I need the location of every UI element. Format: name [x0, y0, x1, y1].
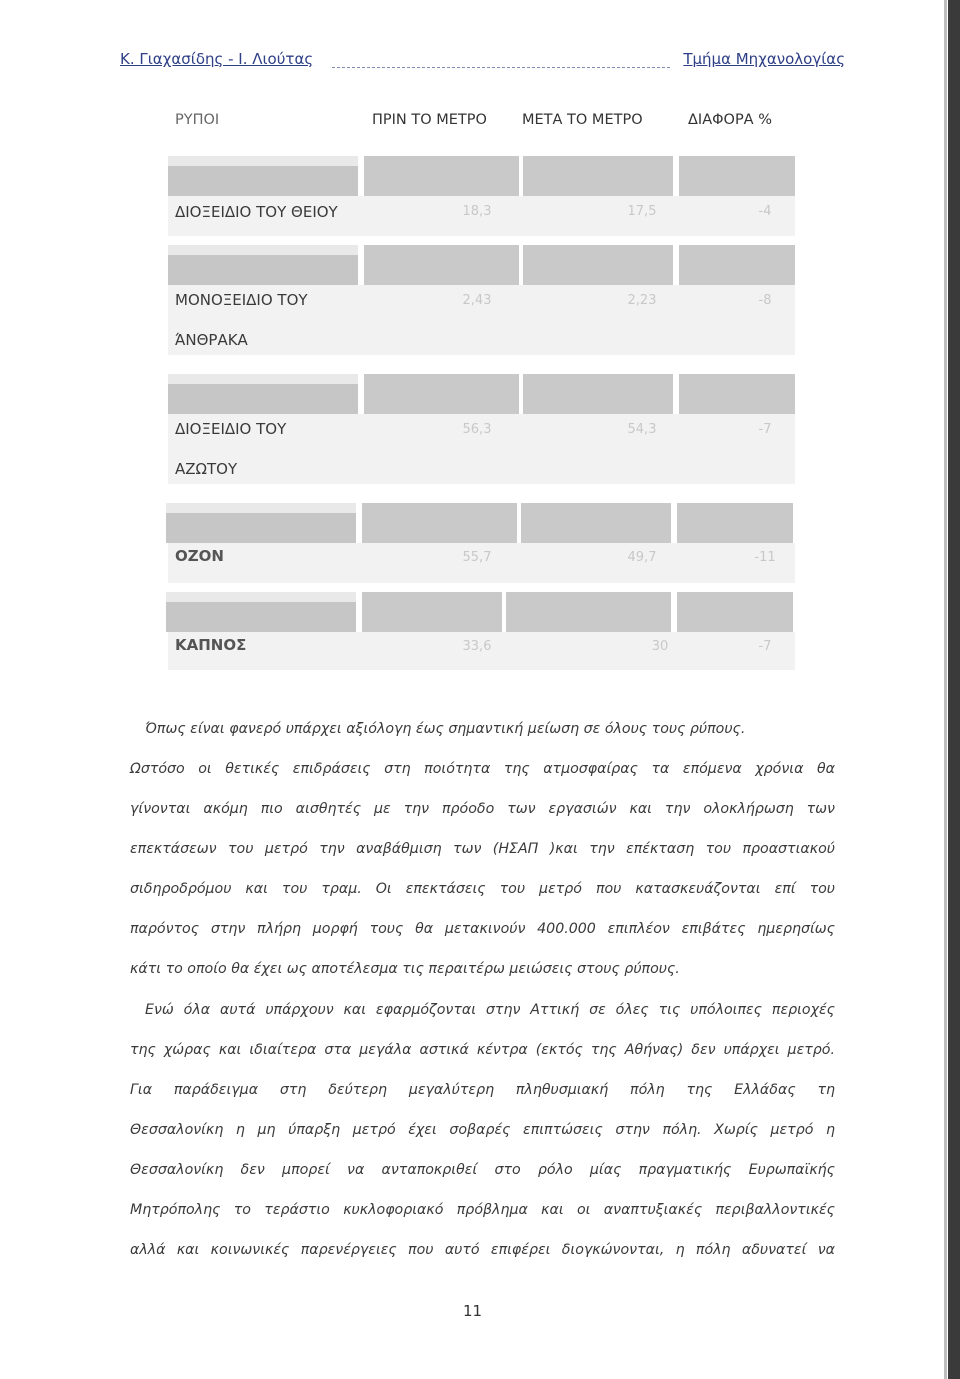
column-header-pollutants: ΡΥΠΟΙ	[175, 112, 220, 128]
table-cell-difference: -7	[758, 422, 772, 437]
table-row-label: ΜΟΝΟΞΕΙΔΙΟ ΤΟΥ	[175, 291, 308, 309]
table-cell-difference: -8	[758, 293, 772, 308]
body-paragraph-1	[130, 709, 835, 989]
table-cell-before: 33,6	[462, 639, 492, 654]
table-row-band	[166, 503, 793, 543]
table-cell-difference: -7	[758, 639, 772, 654]
page-number: 11	[463, 1302, 483, 1320]
column-header-difference: ΔΙΑΦΟΡΑ %	[688, 112, 772, 128]
paragraph-line: Ενώ όλα αυτά υπάρχουν και εφαρμόζονται στην Αττική σε όλες τις υπόλοιπες περιοχές	[145, 1002, 835, 1018]
table-row-label: ΚΑΠΝΟΣ	[175, 636, 247, 654]
table-row-label-line2: ΑΖΩΤΟΥ	[175, 460, 238, 478]
paragraph-line: Όπως είναι φανερό υπάρχει αξιόλογη έως σημαντική μείωση σε όλους τους ρύπους.	[145, 721, 746, 737]
paragraph-line: Για παράδειγμα στη δεύτερη μεγαλύτερη πληθυσμιακή πόλη της Ελλάδας τη	[130, 1082, 835, 1098]
table-row-label: ΔΙΟΞΕΙΔΙΟ ΤΟΥ	[175, 420, 287, 438]
table-cell-difference: -11	[754, 550, 776, 565]
paragraph-line: Θεσσαλονίκη η μη ύπαρξη μετρό έχει σοβαρές επιπτώσεις στην πόλη. Χωρίς μετρό η	[130, 1122, 835, 1138]
table-row-band	[168, 245, 795, 285]
table-cell-before: 55,7	[462, 550, 492, 565]
paragraph-line: Θεσσαλονίκη δεν μπορεί να ανταποκριθεί στο ρόλο μίας πραγματικής Ευρωπαϊκής	[130, 1162, 835, 1178]
header-rule	[332, 67, 670, 68]
paragraph-line: Μητρόπολης το τεράστιο κυκλοφοριακό πρόβλημα και οι αναπτυξιακές περιβαλλοντικές	[130, 1202, 835, 1218]
paragraph-line: Ωστόσο οι θετικές επιδράσεις στη ποιότητα της ατμοσφαίρας τα επόμενα χρόνια θα	[130, 761, 835, 777]
paragraph-line: αλλά και κοινωνικές παρενέργειες που αυτό επιφέρει διογκώνονται, η πόλη αδυνατεί να	[130, 1242, 835, 1258]
paragraph-line: κάτι το οποίο θα έχει ως αποτέλεσμα τις περαιτέρω μειώσεις στους ρύπους.	[130, 961, 680, 977]
paragraph-line: επεκτάσεων του μετρό την αναβάθμιση των (ΗΣΑΠ )και την επέκταση του προαστιακού	[130, 841, 835, 857]
scan-edge-shadow	[944, 0, 947, 1379]
table-cell-before: 2,43	[462, 293, 492, 308]
scan-edge-border	[948, 0, 960, 1379]
table-row-band	[166, 592, 793, 632]
header-authors: Κ. Γιαχασίδης - Ι. Λιούτας	[120, 50, 314, 68]
table-cell-after: 17,5	[627, 204, 657, 219]
table-cell-after: 2,23	[627, 293, 657, 308]
column-header-before: ΠΡΙΝ ΤΟ ΜΕΤΡΟ	[372, 112, 487, 128]
table-row-label: ΔΙΟΞΕΙΔΙΟ ΤΟΥ ΘΕΙΟΥ	[175, 203, 338, 221]
table-row-label: ΟΖΟΝ	[175, 547, 224, 565]
header-department: Τμήμα Μηχανολογίας	[683, 50, 845, 68]
table-cell-after: 30	[651, 639, 669, 654]
paragraph-line: σιδηροδρόμου και του τραμ. Οι επεκτάσεις του μετρό που κατασκευάζονται επί του	[130, 881, 835, 897]
paragraph-line: παρόντος στην πλήρη μορφή τους θα μετακινούν 400.000 επιπλέον επιβάτες ημερησίως	[130, 921, 835, 937]
table-row-band	[168, 374, 795, 414]
table-row-label-line2: ΆΝΘΡΑΚΑ	[175, 331, 248, 349]
body-paragraph-2	[130, 990, 835, 1270]
table-cell-before: 18,3	[462, 204, 492, 219]
running-header	[120, 50, 845, 72]
paragraph-line: γίνονται ακόμη πιο αισθητές με την πρόοδο των εργασιών και την ολοκλήρωση των	[130, 801, 835, 817]
table-cell-after: 54,3	[627, 422, 657, 437]
table-cell-before: 56,3	[462, 422, 492, 437]
table-cell-difference: -4	[758, 204, 772, 219]
column-header-after: ΜΕΤΑ ΤΟ ΜΕΤΡΟ	[522, 112, 643, 128]
table-row-band	[168, 156, 795, 196]
table-cell-after: 49,7	[627, 550, 657, 565]
paragraph-line: της χώρας και ιδιαίτερα στα μεγάλα αστικά κέντρα (εκτός της Αθήνας) δεν υπάρχει μετρό.	[130, 1042, 835, 1058]
